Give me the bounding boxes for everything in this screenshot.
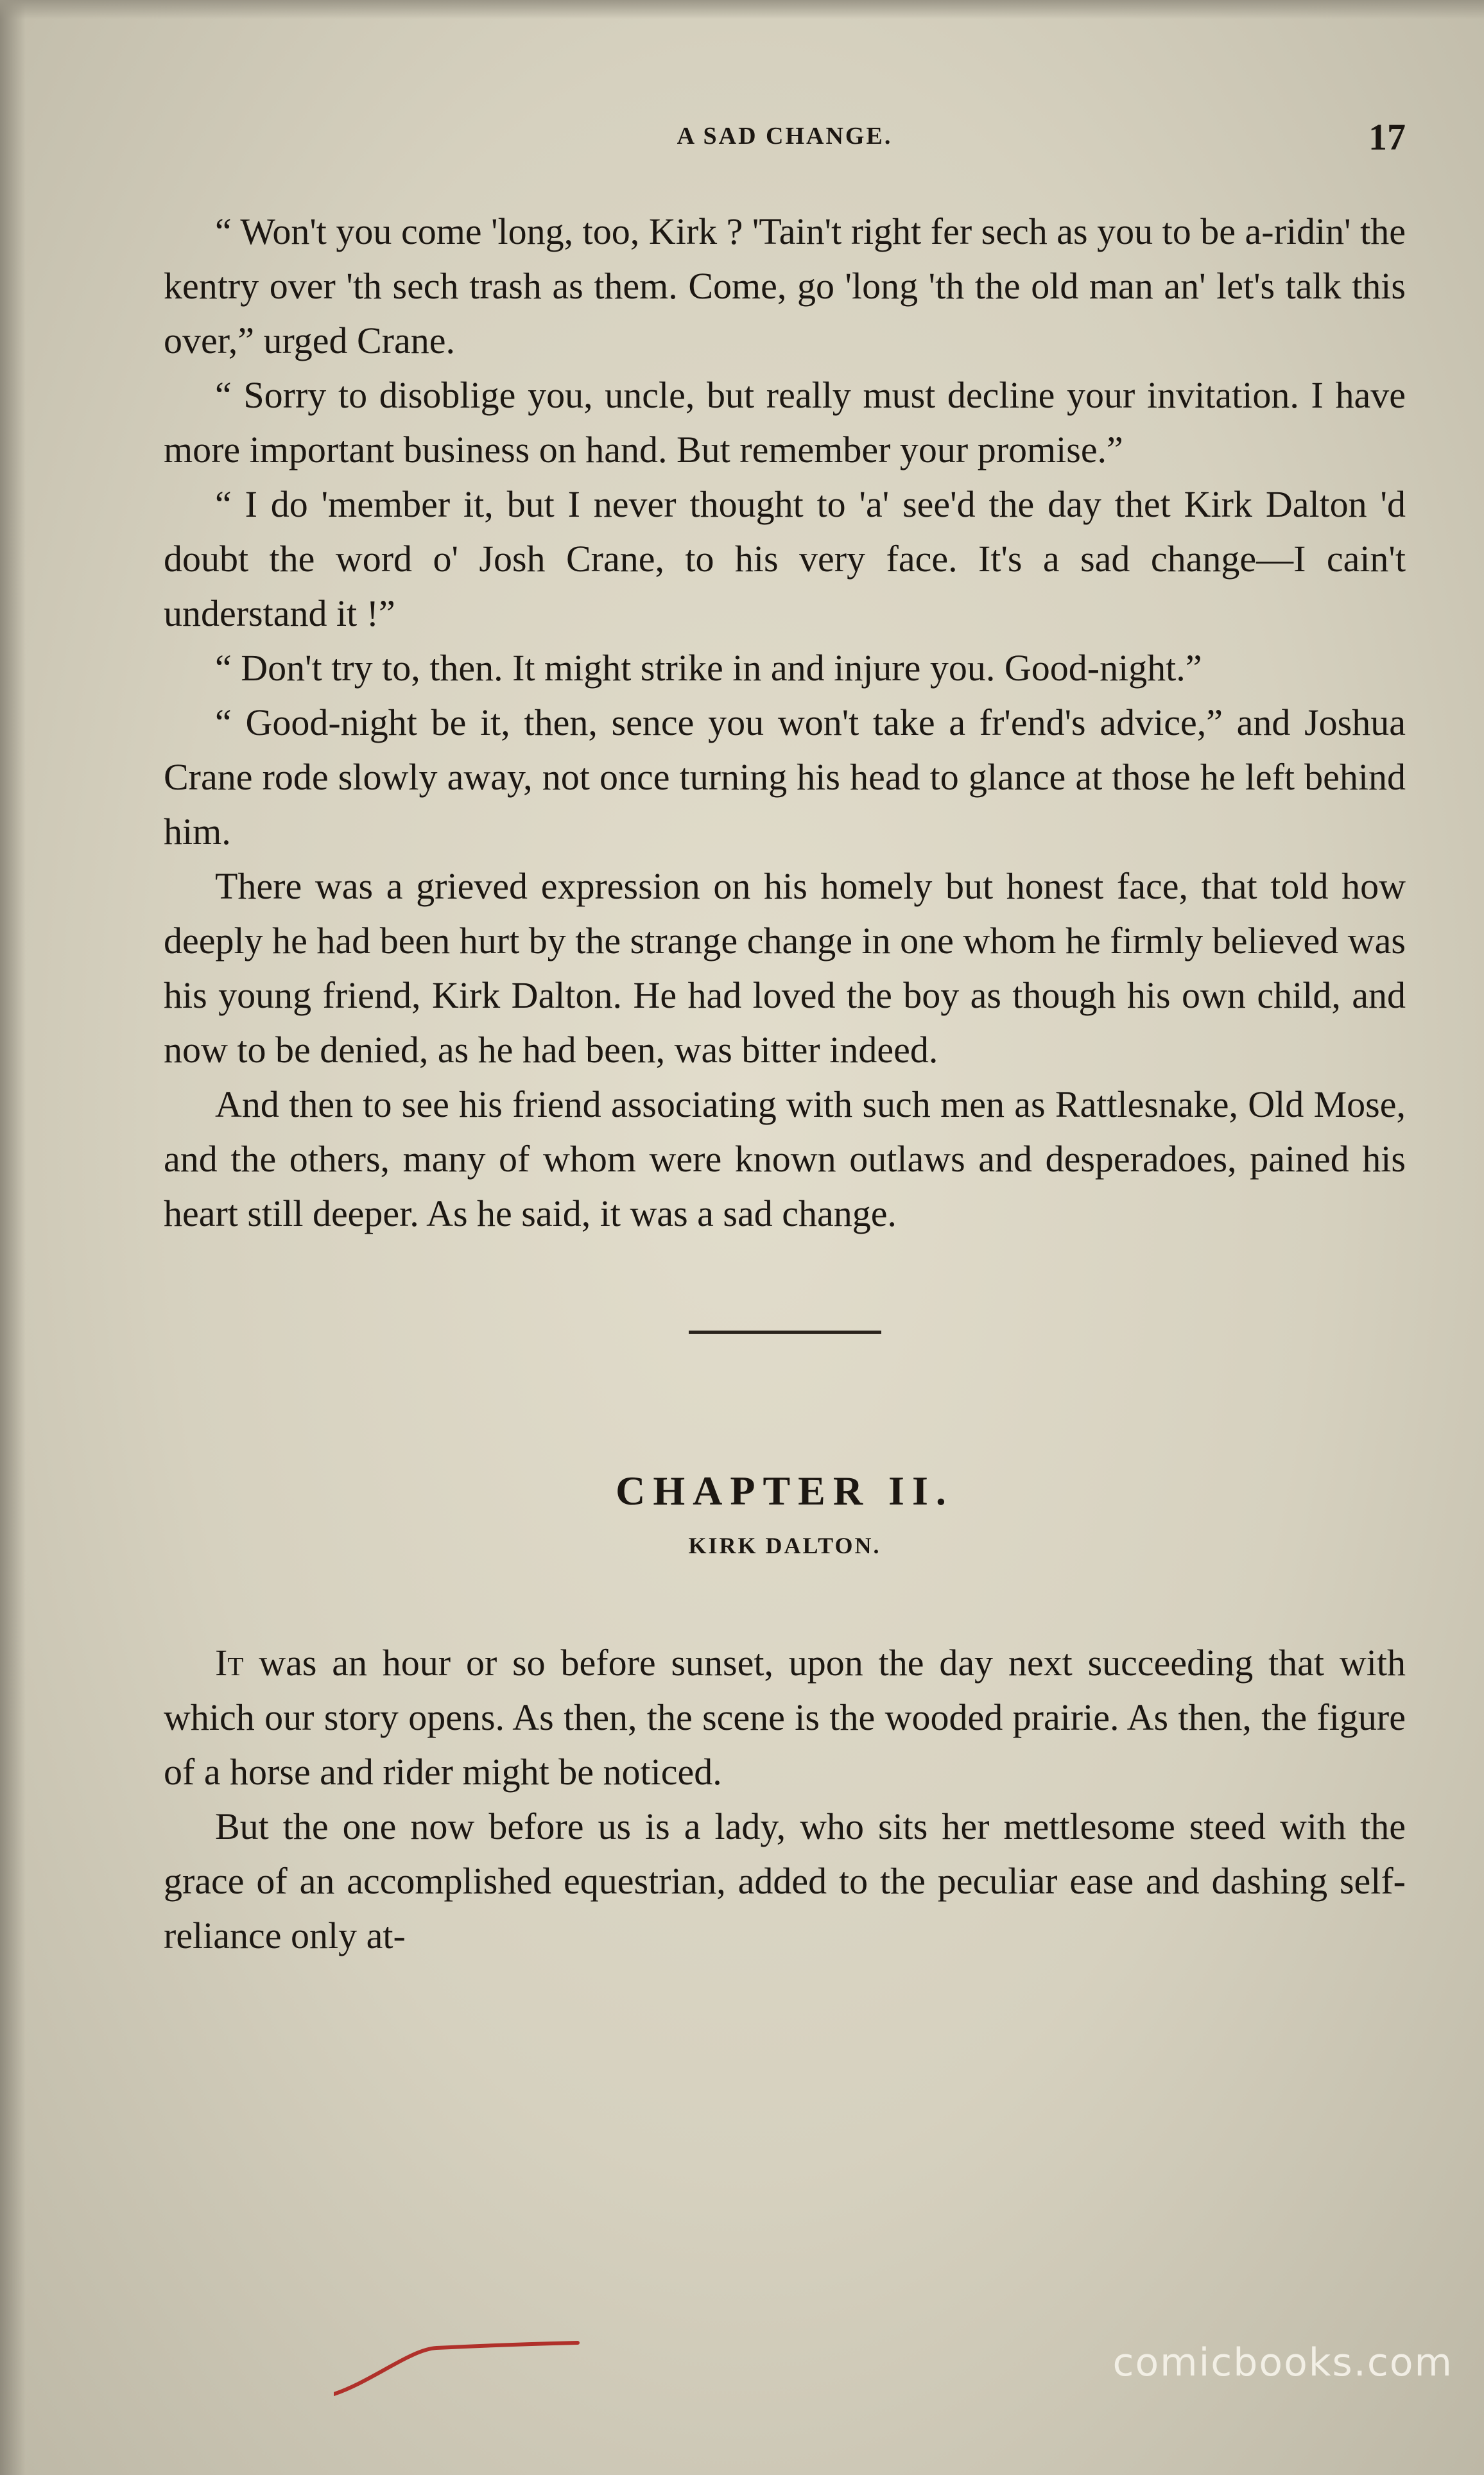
watermark: comicbooks.com xyxy=(1112,2340,1453,2385)
red-pencil-mark xyxy=(334,2311,668,2401)
chapter-opening-paragraph xyxy=(164,1635,1406,1799)
paragraph-4: “ Don't try to, then. It might strike in and injure you. Good-night.” xyxy=(215,647,1202,689)
paragraph-1: “ Won't you come 'long, too, Kirk ? 'Tain't right fer sech as you to be a-ridin' the kentry over 'th sech trash as them. Come, go 'long 'th the old man an' let's talk this over,” urged Crane. xyxy=(164,211,1406,361)
paragraph-6: There was a grieved expression on his homely but honest face, that told how deeply he had been hurt by the strange change in one whom he firmly believed was his young friend, Kirk Dalton. He had loved the boy as though his own child, and now to be denied, as he had been, was bitter indeed. xyxy=(164,865,1406,1071)
paragraph-9: But the one now before us is a lady, who sits her mettlesome steed with the grace of an accomplished equestrian, added to the peculiar ease and dashing self-reliance only at- xyxy=(164,1806,1406,1956)
running-head: A SAD CHANGE. xyxy=(677,123,893,150)
page-edge-shadow-top xyxy=(0,0,1484,19)
paragraph-5: “ Good-night be it, then, sence you won't take a fr'end's advice,” and Joshua Crane rode slowly away, not once turning his head to glance at those he left behind him. xyxy=(164,702,1406,852)
opening-paragraph-text: was an hour or so before sunset, upon the day next succeeding that with which our story opens. As then, the scene is the wooded prairie. As then, the figure of a horse and rider might be noticed. xyxy=(164,1642,1406,1793)
paragraph-2: “ Sorry to disoblige you, uncle, but really must decline your invitation. I have more important business on hand. But remember your promise.” xyxy=(164,374,1406,470)
drop-word: It xyxy=(215,1642,244,1684)
paragraph-3: “ I do 'member it, but I never thought to 'a' see'd the day thet Kirk Dalton 'd doubt the word o' Josh Crane, to his very face. It's a sad change—I cain't understand it !” xyxy=(164,483,1406,634)
paragraph-7: And then to see his friend associating with such men as Rattlesnake, Old Mose, and the others, many of whom were known outlaws and desperadoes, pained his heart still deeper. As he said, it was a sad change. xyxy=(164,1083,1406,1234)
page-header xyxy=(164,116,1406,167)
page-edge-shadow-left xyxy=(0,0,26,2475)
page-number: 17 xyxy=(1368,116,1406,158)
chapter-title: CHAPTER II. xyxy=(616,1468,954,1513)
chapter-subtitle: KIRK DALTON. xyxy=(688,1533,881,1558)
page-body xyxy=(164,204,1406,1963)
chapter-separator-rule xyxy=(689,1331,881,1334)
